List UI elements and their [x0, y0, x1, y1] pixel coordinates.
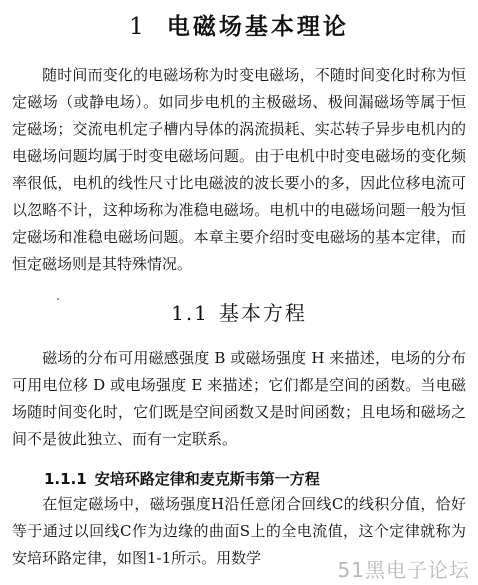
paragraph-ampere-law-text: 在恒定磁场中，磁场强度H沿任意闭合回线C的线积分值，恰好等于通过以回线C作为边缘的曲面S上的全电流值，这个定律就称为安培环路定律，如图1-1所示。用数学 [12, 495, 466, 567]
paragraph-field-description [12, 345, 466, 453]
paragraph-field-description-text: 磁场的分布可用磁感强度 B 或磁场强度 H 来描述，电场的分布可用电位移 D 或电场强度 E 来描述；它们都是空间的函数。当电磁场随时间变化时，它们既是空间函数又是时间函数；且电场和磁场之间不是彼此独立、而有一定联系。 [12, 349, 466, 448]
section-title [0, 297, 478, 326]
chapter-title [0, 8, 478, 41]
paragraph-intro-text: 随时间而变化的电磁场称为时变电磁场，不随时间变化时称为恒定磁场（或静电场）。如同步电机的主极磁场、极间漏磁场等属于恒定磁场；交流电机定子槽内导体的涡流损耗、实芯转子异步电机内的电磁场问题均属于时变电磁场问题。由于电机中时变电磁场的变化频率很低，电机的线性尺寸比电磁波的波长要小的多，因此位移电流可以忽略不计，这种场称为准稳电磁场。电机中的电磁场问题一般为恒定磁场和准稳电磁场问题。本章主要介绍时变电磁场的基本定律，而恒定磁场则是其特殊情况。 [12, 66, 466, 273]
paragraph-intro [12, 62, 466, 278]
section-title-text: 基本方程 [218, 301, 307, 325]
subsection-title-text: 安培环路定律和麦克斯韦第一方程 [94, 470, 320, 488]
chapter-title-text: 电磁场基本理论 [166, 14, 349, 40]
subsection-number: 1.1.1 [44, 470, 87, 488]
section-number: 1.1 [171, 301, 209, 325]
chapter-number: 1 [129, 14, 147, 40]
subsection-title [44, 468, 320, 489]
forum-watermark: 51黑电子论坛 [337, 558, 470, 582]
